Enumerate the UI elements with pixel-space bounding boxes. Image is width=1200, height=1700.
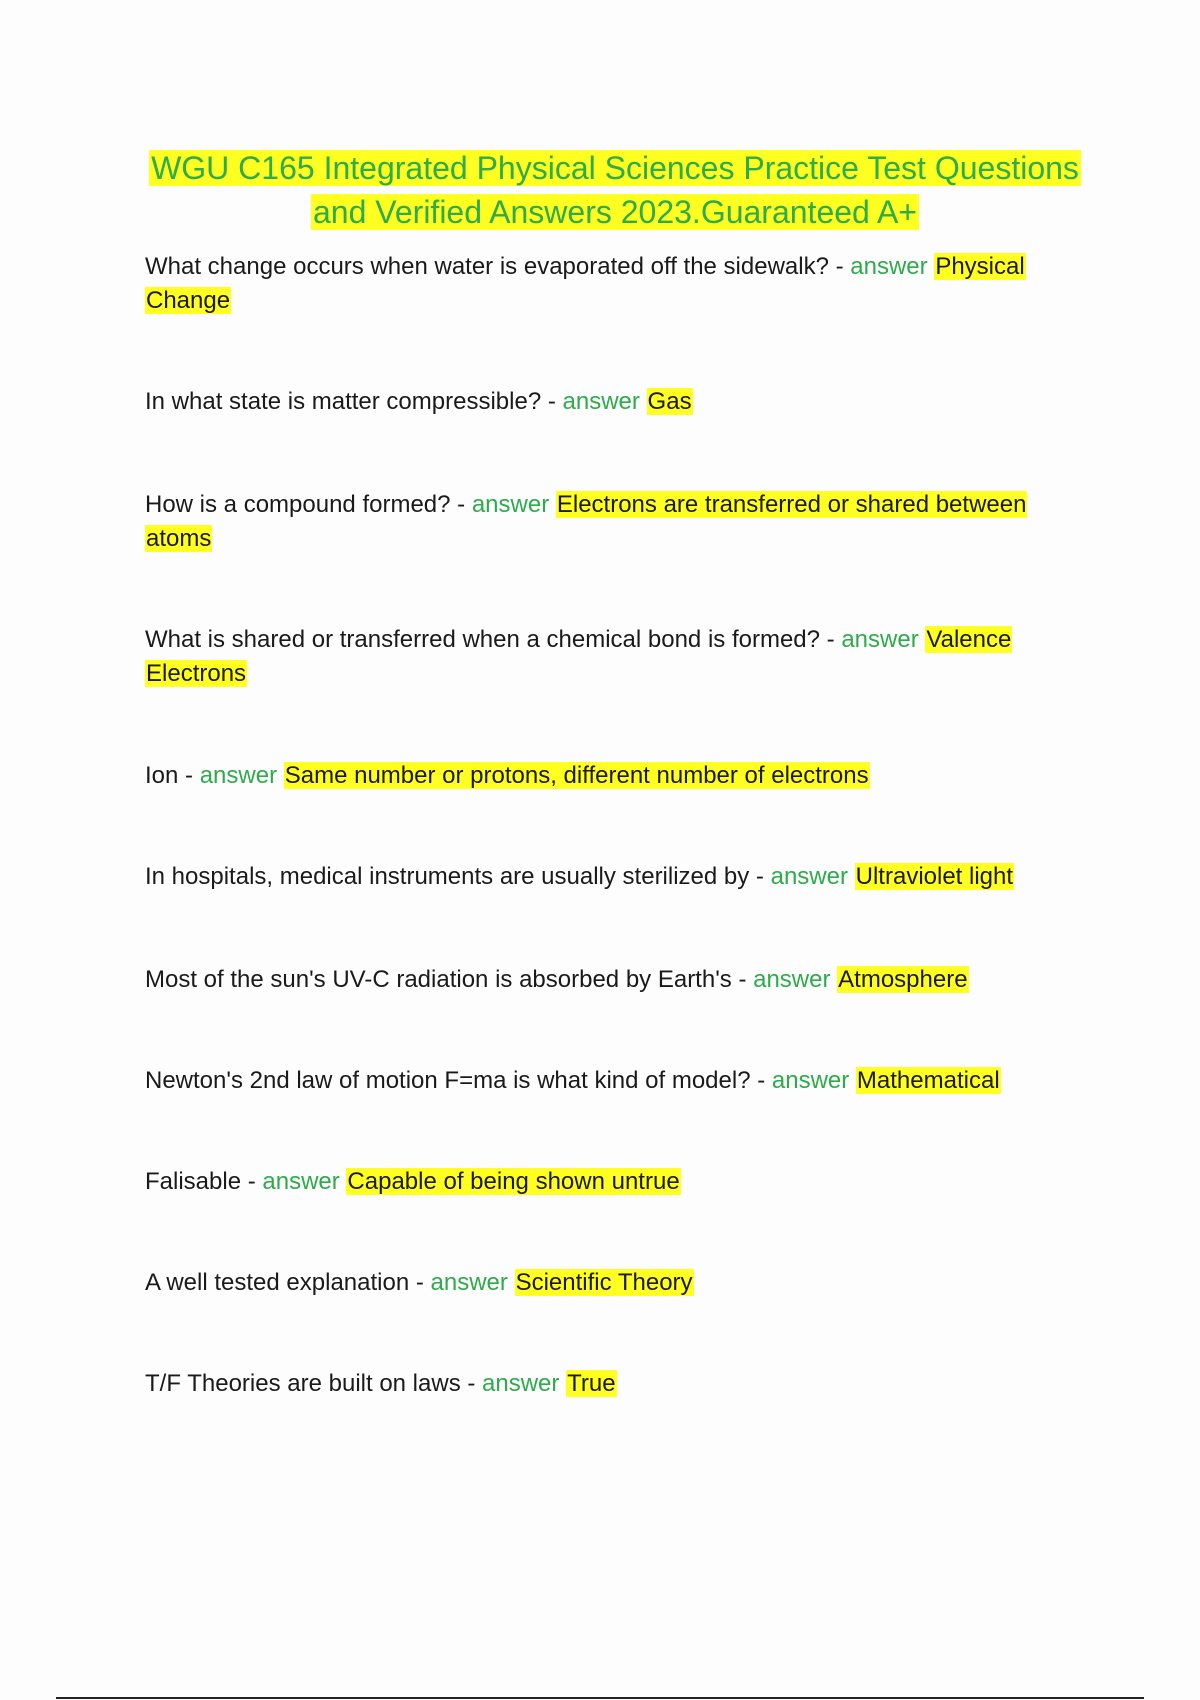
answer-text: Ultraviolet light xyxy=(855,863,1014,890)
answer-keyword: answer xyxy=(771,1067,850,1094)
question-text: Falisable xyxy=(145,1168,242,1195)
separator: - xyxy=(541,388,563,415)
qa-item-8 xyxy=(145,1064,1090,1098)
qa-item-2 xyxy=(145,385,1090,419)
separator: - xyxy=(450,491,472,518)
answer-keyword: answer xyxy=(841,626,919,653)
separator: - xyxy=(750,1067,772,1094)
qa-item-7 xyxy=(145,963,1090,997)
qa-item-10 xyxy=(145,1266,1090,1300)
qa-item-6 xyxy=(145,860,1090,894)
question-text: How is a compound formed? xyxy=(145,491,451,518)
answer-text: Physical Change xyxy=(146,253,1025,314)
answer-text: Same number or protons, different number of electrons xyxy=(284,762,869,789)
document-title xyxy=(140,146,1090,234)
separator: - xyxy=(460,1370,483,1397)
answer-keyword: answer xyxy=(482,1370,560,1397)
question-text: Most of the sun's UV-C radiation is absorbed by Earth's xyxy=(145,966,732,993)
separator: - xyxy=(828,253,851,280)
answer-keyword: answer xyxy=(770,863,848,890)
question-text: In hospitals, medical instruments are usually sterilized by xyxy=(145,863,750,890)
question-text: In what state is matter compressible? xyxy=(145,388,542,415)
answer-keyword: answer xyxy=(430,1269,508,1296)
answer-keyword: answer xyxy=(199,762,278,789)
answer-text: Scientific Theory xyxy=(515,1269,693,1296)
separator: - xyxy=(820,626,842,653)
qa-item-5 xyxy=(145,759,1090,793)
document-title-text: WGU C165 Integrated Physical Sciences Practice Test Questions and Verified Answers 2023.Guaranteed A+ xyxy=(151,150,1079,230)
question-text: T/F Theories are built on laws xyxy=(145,1370,461,1397)
answer-keyword: answer xyxy=(753,966,831,993)
answer-keyword: answer xyxy=(850,253,928,280)
answer-keyword: answer xyxy=(262,1168,340,1195)
answer-text: Mathematical xyxy=(856,1067,1000,1094)
answer-keyword: answer xyxy=(562,388,640,415)
qa-item-4 xyxy=(145,623,1090,691)
answer-text: Atmosphere xyxy=(838,966,968,993)
question-text: What change occurs when water is evaporated off the sidewalk? xyxy=(145,253,829,280)
separator: - xyxy=(749,863,771,890)
answer-text: Capable of being shown untrue xyxy=(347,1168,680,1195)
separator: - xyxy=(731,966,754,993)
separator: - xyxy=(409,1269,431,1296)
question-text: Ion xyxy=(145,762,179,789)
answer-text: Valence Electrons xyxy=(146,626,1012,687)
question-text: What is shared or transferred when a chemical bond is formed? xyxy=(145,626,820,653)
answer-text: True xyxy=(567,1370,616,1397)
answer-text: Electrons are transferred or shared between atoms xyxy=(146,491,1027,552)
footer-divider xyxy=(56,1697,1144,1699)
question-text: A well tested explanation xyxy=(145,1269,410,1296)
separator: - xyxy=(178,762,200,789)
answer-text: Gas xyxy=(647,388,692,415)
qa-item-3 xyxy=(145,488,1090,556)
question-text: Newton's 2nd law of motion F=ma is what kind of model? xyxy=(145,1067,751,1094)
qa-item-9 xyxy=(145,1165,1090,1199)
answer-keyword: answer xyxy=(471,491,550,518)
separator: - xyxy=(241,1168,263,1195)
qa-item-1 xyxy=(145,250,1090,318)
qa-item-11 xyxy=(145,1367,1090,1401)
